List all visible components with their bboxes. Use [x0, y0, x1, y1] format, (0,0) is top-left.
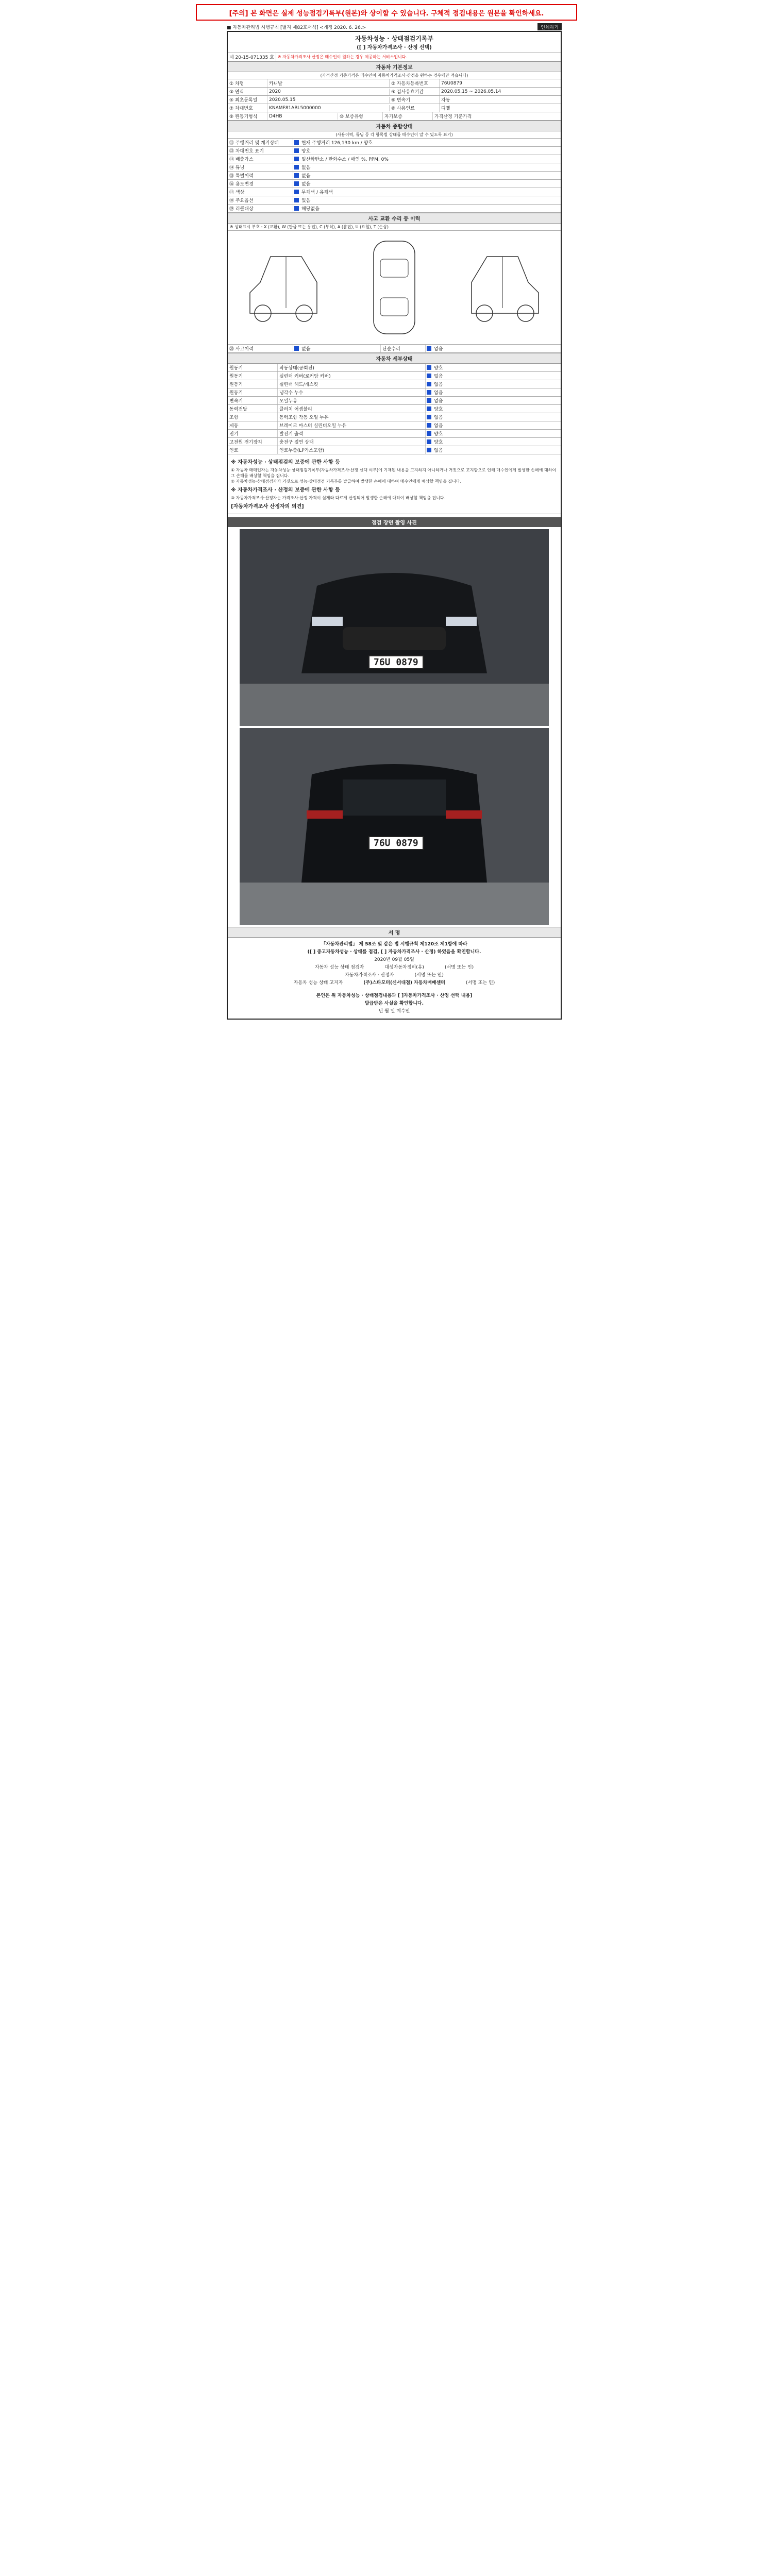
checked-box-icon — [294, 198, 299, 202]
warranty-paragraph: ② 자동차성능·상태점검자가 거짓으로 성능·상태점검 기록부를 발급하여 발생한 손해에 대하여 매수인에게 배상할 책임을 집니다. — [231, 479, 462, 484]
detail-item: 브레이크 마스터 실린더오일 누유 — [278, 421, 426, 429]
detail-state: 없음 — [434, 382, 443, 387]
checked-box-icon — [427, 346, 431, 351]
car-diagram-area — [228, 231, 561, 345]
detail-item: 발전기 출력 — [278, 430, 426, 437]
detail-state: 없음 — [434, 423, 443, 429]
sheet-toolbar — [227, 23, 562, 31]
field-value: 2020.05.15 — [267, 97, 390, 103]
detail-group: 원동기 — [228, 364, 278, 371]
checked-box-icon — [427, 406, 431, 411]
checked-box-icon — [427, 448, 431, 452]
sign-date: 2020년 09월 05일 — [374, 957, 414, 962]
checked-box-icon — [427, 439, 431, 444]
detail-item: 클러치 어셈블리 — [278, 405, 426, 413]
rear-inspection-photo — [240, 728, 549, 925]
accident-legend: ※ 상태표시 부호 : X (교환), W (판금 또는 용접), C (부식), A (흠집), U (요철), T (손상) — [228, 224, 561, 231]
detail-group: 제동 — [228, 421, 278, 429]
field-value: 카니발 — [267, 79, 390, 87]
detail-state: 없음 — [434, 415, 443, 420]
doc-subtitle: ([ ] 자동차가격조사 · 산정 선택) — [357, 45, 432, 50]
field-label: ① 차명 — [228, 79, 267, 87]
detail-status-header: 자동차 세부상태 — [228, 353, 561, 364]
checked-box-icon — [427, 423, 431, 428]
inspection-record-sheet — [227, 23, 562, 1120]
print-button[interactable]: 인쇄하기 — [537, 23, 562, 30]
simple-repair-label: 단순수리 — [381, 345, 426, 352]
checked-box-icon — [427, 390, 431, 395]
license-plate: 76U 0879 — [368, 655, 424, 669]
warranty-paragraph: ① 자동차 매매업자는 자동차성능·상태점검기록부(자동차가격조사·산정 선택 여부)에 기재된 내용을 고지하지 아니하거나 거짓으로 고지함으로 인해 매수인에게 발생한 손해에 대하여 그 손해를 배상할 책임을 집니다. — [231, 468, 557, 478]
checked-box-icon — [294, 181, 299, 186]
checked-box-icon — [294, 173, 299, 178]
closing-line: 본인은 위 자동차성능 · 상태점검내용과 [ ]자동차가격조사 · 산정 선택 내용] — [316, 993, 473, 998]
detail-state: 없음 — [434, 399, 443, 404]
front-car-image — [240, 529, 549, 726]
sign-suffix: (서명 또는 인) — [444, 965, 474, 970]
field-label: ⑧ 사용연료 — [390, 104, 440, 112]
doc-number: 제 20-15-071335 호 — [228, 53, 276, 61]
doc-title: 자동차성능 · 상태점검기록부 — [355, 35, 434, 42]
field-label: ② 자동차등록번호 — [390, 79, 440, 87]
check-label: ⑪ 주행거리 및 계기상태 — [228, 139, 293, 146]
detail-item: 오일누유 — [278, 397, 426, 404]
checked-box-icon — [427, 415, 431, 419]
check-label: ⑭ 튜닝 — [228, 163, 293, 171]
checked-box-icon — [294, 157, 299, 161]
sign-suffix: (서명 또는 인) — [466, 980, 495, 986]
price-warranty-paragraph: ③ 자동차가격조사·산정자는 가격조사·산정 가격이 실제와 다르게 산정되어 발생한 손해에 대하여 배상할 책임을 집니다. — [231, 496, 446, 500]
legal-line: ([ ] 중고자동차성능 · 상태를 점검, [ ] 자동차가격조사 · 산정) 하였음을 확인합니다. — [307, 950, 481, 955]
detail-status-table — [228, 364, 561, 454]
detail-state: 없음 — [434, 391, 443, 396]
field-label: ③ 연식 — [228, 88, 267, 95]
price-note: ※ 자동차가격조사 산정은 매수인이 원하는 경우 제공하는 서비스입니다. — [277, 55, 408, 59]
field-value: 2020.05.15 ~ 2026.05.14 — [441, 89, 501, 94]
check-label: ⑬ 배출가스 — [228, 155, 293, 163]
signature-area — [228, 938, 561, 1019]
detail-group: 원동기 — [228, 388, 278, 396]
detail-item: 충전구 절연 상태 — [278, 438, 426, 446]
closing-line: 발급받은 사실을 확인합니다. — [364, 1001, 424, 1006]
detail-group: 변속기 — [228, 397, 278, 404]
warning-notice: [주의] 본 화면은 실제 성능점검기록부(원본)와 상이할 수 있습니다. 구체적 점검내용은 원본을 확인하세요. — [196, 4, 577, 21]
field-label: ⑩ 보증유형 — [338, 112, 383, 120]
photo-section-header: 점검 장면 촬영 사진 — [228, 517, 561, 527]
detail-group: 전기 — [228, 430, 278, 437]
field-value: 76U0879 — [441, 80, 462, 86]
check-label: ⑰ 색상 — [228, 188, 293, 196]
inspector-label: 자동차 성능 상태 점검자 — [314, 965, 364, 970]
field-value: 디젤 — [441, 106, 450, 111]
check-label: ⑫ 차대번호 표기 — [228, 147, 293, 155]
license-plate: 76U 0879 — [368, 836, 424, 850]
accident-history-header: 사고 교환 수리 등 이력 — [228, 213, 561, 224]
check-label: ⑯ 용도변경 — [228, 180, 293, 188]
overall-status-header: 자동차 종합상태 — [228, 121, 561, 131]
field-value: 자가보증 — [383, 112, 433, 120]
detail-item: 동력조향 작동 오일 누유 — [278, 413, 426, 421]
signature-header: 서 명 — [228, 927, 561, 938]
detail-item: 냉각수 누수 — [278, 388, 426, 396]
checked-box-icon — [427, 431, 431, 436]
front-inspection-photo — [240, 529, 549, 726]
check-value: 무채색 / 유채색 — [301, 190, 333, 195]
price-opinion-heading: [자동차가격조사 산정자의 의견] — [231, 504, 304, 510]
check-value: 없음 — [301, 174, 311, 179]
detail-state: 없음 — [434, 448, 443, 453]
checked-box-icon — [294, 206, 299, 211]
field-label: ⑤ 최초등록일 — [228, 96, 267, 104]
basic-info-table — [228, 79, 561, 121]
detail-group: 고전원 전기장치 — [228, 438, 278, 446]
detail-item: 연료누출(LP가스포함) — [278, 446, 426, 454]
accident-value: 없음 — [300, 345, 381, 352]
detail-state: 양호 — [434, 366, 443, 371]
check-value: 양호 — [301, 149, 311, 154]
record-frame — [227, 31, 562, 1020]
legal-line: 「자동차관리법」 제 58조 및 같은 법 시행규칙 제120조 제1항에 따라 — [321, 942, 467, 947]
detail-group: 연료 — [228, 446, 278, 454]
detail-group: 원동기 — [228, 380, 278, 388]
sign-suffix: (서명 또는 인) — [414, 973, 444, 978]
check-value: 없음 — [301, 182, 311, 187]
notifier-value: (주)스타모터(신서대점) 자동차매매센터 — [363, 980, 445, 986]
field-value: 2020 — [267, 89, 390, 95]
field-label: ⑥ 변속기 — [390, 96, 440, 104]
closing-line: 년 월 일 매수인 — [378, 1009, 410, 1014]
checked-box-icon — [427, 398, 431, 403]
check-value: 현재 주행거리 126,130 km / 양호 — [301, 141, 373, 146]
overall-status-subheader: (사용이력, 튜닝 등 각 항목별 상태를 매수인이 알 수 있도록 표기) — [228, 131, 561, 139]
car-side-left-diagram — [240, 236, 327, 339]
detail-group: 동력전달 — [228, 405, 278, 413]
overall-status-table — [228, 139, 561, 213]
check-value: 일산화탄소 / 탄화수소 / 매연 %, PPM, 0% — [301, 157, 389, 162]
check-label: ⑱ 주요옵션 — [228, 196, 293, 204]
check-value: 없음 — [301, 165, 311, 171]
simple-repair-value: 없음 — [434, 347, 443, 352]
detail-item: 실린더 헤드/개스킷 — [278, 380, 426, 388]
car-side-right-diagram — [461, 236, 549, 339]
field-label: ④ 검사유효기간 — [390, 88, 440, 95]
field-value: D4HB — [267, 113, 338, 120]
check-value: 있음 — [301, 198, 311, 204]
field-label: ⑨ 원동기형식 — [228, 112, 267, 120]
warranty-heading: ※ 자동차성능 · 상태점검의 보증에 관한 사항 등 — [231, 460, 340, 465]
pricer-label: 자동차가격조사 · 산정자 — [345, 973, 394, 978]
check-label: ⑮ 특별이력 — [228, 172, 293, 179]
price-warranty-heading: ※ 자동차가격조사 · 산정의 보증에 관한 사항 등 — [231, 487, 340, 493]
form-label: ■ 자동차관리법 시행규칙 [별지 제82호서식] <개정 2020. 6. 26.> — [227, 25, 366, 30]
check-label: ⑲ 리콜대상 — [228, 205, 293, 212]
checked-box-icon — [427, 374, 431, 378]
accident-summary-row — [228, 345, 561, 353]
basic-info-subheader: (가격산정 기준가격은 매수인이 자동차가격조사·산정을 원하는 경우에만 적습니다) — [228, 72, 561, 79]
checked-box-icon — [294, 165, 299, 170]
doc-number-row — [228, 53, 561, 61]
notifier-label: 자동차 성능 상태 고지자 — [293, 980, 343, 986]
basic-info-header: 자동차 기본정보 — [228, 61, 561, 72]
checked-box-icon — [427, 365, 431, 370]
detail-group: 원동기 — [228, 372, 278, 380]
field-value: 자동 — [441, 98, 450, 103]
field-label: 가격산정 기준가격 — [434, 114, 472, 120]
checked-box-icon — [294, 190, 299, 194]
title-box — [228, 32, 561, 53]
car-top-diagram — [350, 236, 438, 339]
detail-item: 작동상태(공회전) — [278, 364, 426, 371]
detail-state: 양호 — [434, 407, 443, 412]
detail-state: 양호 — [434, 440, 443, 445]
checked-box-icon — [294, 140, 299, 145]
rear-car-image — [240, 728, 549, 925]
detail-state: 양호 — [434, 432, 443, 437]
check-value: 해당없음 — [301, 207, 320, 212]
checked-box-icon — [294, 148, 299, 153]
field-value: KNAMF81ABL5000000 — [267, 105, 390, 111]
field-label: ⑦ 차대번호 — [228, 104, 267, 112]
detail-group: 조향 — [228, 413, 278, 421]
accident-label: ⑳ 사고이력 — [228, 345, 293, 352]
checked-box-icon — [427, 382, 431, 386]
detail-state: 없음 — [434, 374, 443, 379]
inspector-value: 대성자동차정비(유) — [384, 965, 424, 970]
warranty-notes — [228, 454, 561, 514]
checked-box-icon — [294, 346, 299, 351]
detail-item: 실린더 커버(로커암 커버) — [278, 372, 426, 380]
